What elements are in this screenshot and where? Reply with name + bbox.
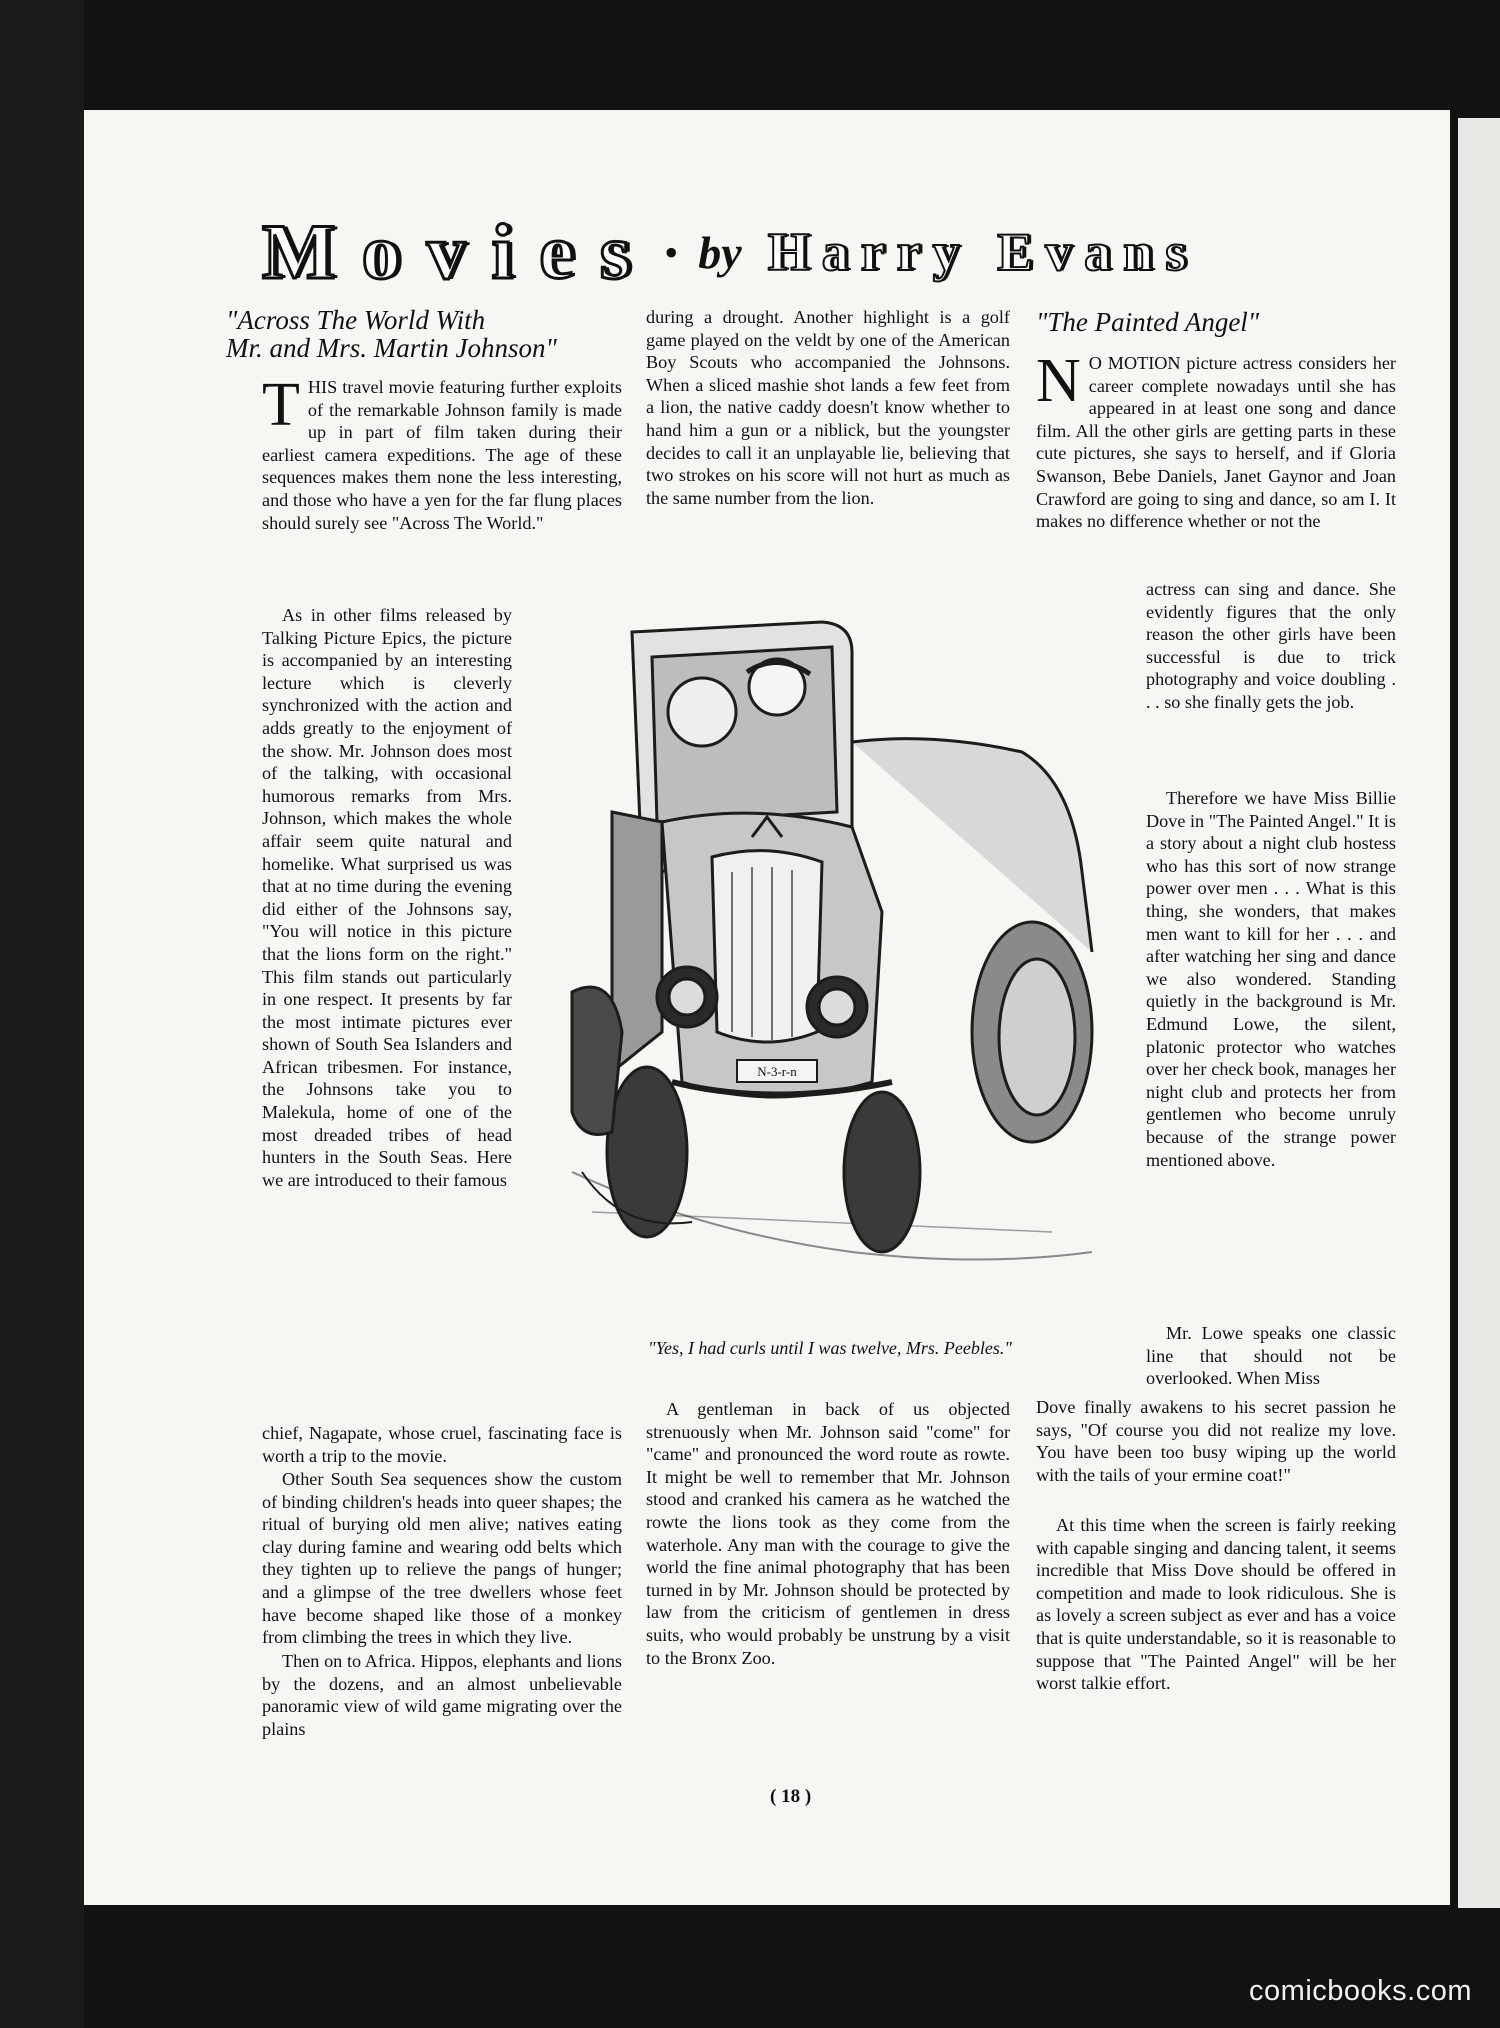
col3-paragraph-3: Mr. Lowe speaks one classic line that should not be overlooked. When Miss — [1146, 1323, 1396, 1389]
article-headline — [262, 208, 1392, 295]
col2-paragraph-1: during a drought. Another highlight is a golf game played on the veldt by one of the American Boy Scouts who accompanied the Johnsons. When a sliced mashie shot lands a few feet from a lion, the native caddy doesn't know whether to hand him a gun or a niblick, but the youngster decides to call it an unplayable lie, believing that two strokes on his score will not hurt as much as the same number from the lion. — [646, 307, 1010, 508]
illustration-caption: "Yes, I had curls until I was twelve, Mrs. Peebles." — [648, 1338, 1012, 1358]
watermark: comicbooks.com — [1249, 1975, 1472, 2007]
col1-paragraph-2-end: chief, Nagapate, whose cruel, fascinating face is worth a trip to the movie. — [262, 1423, 622, 1466]
col3-paragraph-2: Therefore we have Miss Billie Dove in "The Painted Angel." It is a story about a night club hostess who has this sort of now strange power over men . . . What is this thing, she wonders, that makes men want to kill for her . . . and after watching her sing and dance we also wondered. Standing quietly in the background is Mr. Edmund Lowe, the silent, platonic protector who watches over her check book, manages her night club and protects her from gentlemen who become unruly because of the strange power mentioned above. — [1146, 788, 1396, 1170]
car-illustration — [552, 612, 1104, 1287]
col3-paragraph-4: At this time when the screen is fairly reeking with capable singing and dancing talent, it seems incredible that Miss Dove should be offered in competition and made to look ridiculous. She is as lovely a screen subject as ever and has a voice that is quite understandable, so it is reasonable to suppose that "The Painted Angel" will be her worst talkie effort. — [1036, 1515, 1396, 1694]
col2-paragraph-2: A gentleman in back of us objected strenuously when Mr. Johnson said "come" for "came" and pronounced the word route as rowte. It might be well to remember that Mr. Johnson stood and cranked his camera as he watched the rowte the lions took as they come from the waterhole. Any man with the courage to give the world the fine animal photography that has been turned in by Mr. Johnson should be protected by law from the criticism of gentlemen in dress suits, who would probably be unstrung by a visit to the Bronx Zoo. — [646, 1399, 1010, 1668]
col3-paragraph-1: N O MOTION picture actress considers her career complete nowadays until she has appeared in at least one song and dance film. All the other girls are getting parts in these cute pictures, she says to herself, and if Gloria Swanson, Bebe Daniels, Janet Gaynor and Joan Crawford are going to sing and dance, so am I. It makes no difference whether or not the — [1036, 347, 1396, 532]
adjacent-page-edge — [1458, 118, 1500, 1908]
col1-paragraph-4: Then on to Africa. Hippos, elephants and lions by the dozens, and an almost unbelievable panoramic view of wild game migrating over the plains — [262, 1651, 622, 1739]
drop-cap-t: T — [262, 371, 300, 439]
scan-left-edge — [0, 0, 84, 2028]
license-plate-text: N-3-r-n — [757, 1064, 797, 1079]
col3-paragraph-3-end: Dove finally awakens to his secret passion he says, "Of course you did not realize my love. You have been too busy wiping up the world with the tails of your ermine coat!" — [1036, 1397, 1396, 1485]
headline-title: Movies — [262, 208, 657, 295]
author-name: Harry Evans — [767, 222, 1199, 282]
col3-paragraph-1-end: actress can sing and dance. She evidently figures that the only reason the other girls have been successful is due to trick photography and voice doubling . . . so she finally gets the job. — [1146, 579, 1396, 712]
review-title-across-the-world: "Across The World With Mr. and Mrs. Martin Johnson" — [226, 305, 557, 363]
byline-prefix: by — [698, 226, 742, 278]
review-title-painted-angel: "The Painted Angel" — [1036, 307, 1260, 337]
col1-paragraph-1: THIS travel movie featuring further exploits of the remarkable Johnson family is made up in part of film taken during their earliest camera expeditions. The age of these sequences makes them none the less interesting, and those who have a yen for the far flung places should surely see "Across The World." — [262, 371, 622, 533]
page-number: ( 18 ) — [770, 1786, 812, 1807]
col1-paragraph-2: As in other films released by Talking Picture Epics, the picture is accompanied by an interesting lecture which is cleverly synchronized with the action and adds greatly to the enjoyment of the show. Mr. Johnson does most of the talking, with occasional humorous remarks from Mrs. Johnson, which makes the whole affair seem quite natural and homelike. What surprised us was that at no time during the evening did either of the Johnsons say, "You will notice in this picture that the lions form on the right." This film stands out particularly in one respect. It presents by far the most intimate pictures ever shown of South Sea Islanders and African tribesmen. For instance, the Johnsons take you to Malekula, home of one of the most dreaded tribes of head hunters in the South Seas. Here we are introduced to their famous — [262, 605, 512, 1190]
col1-paragraph-3: Other South Sea sequences show the custom of binding children's heads into queer shapes; the ritual of burying old men alive; natives eating clay during famine and wearing odd belts which they tighten up to relieve the pangs of hunger; and a glimpse of the tree dwellers whose feet have become shaped like those of a monkey from climbing the trees in which they live. — [262, 1469, 622, 1648]
headline-bullet: • — [664, 229, 679, 275]
drop-cap-n: N — [1036, 347, 1081, 415]
